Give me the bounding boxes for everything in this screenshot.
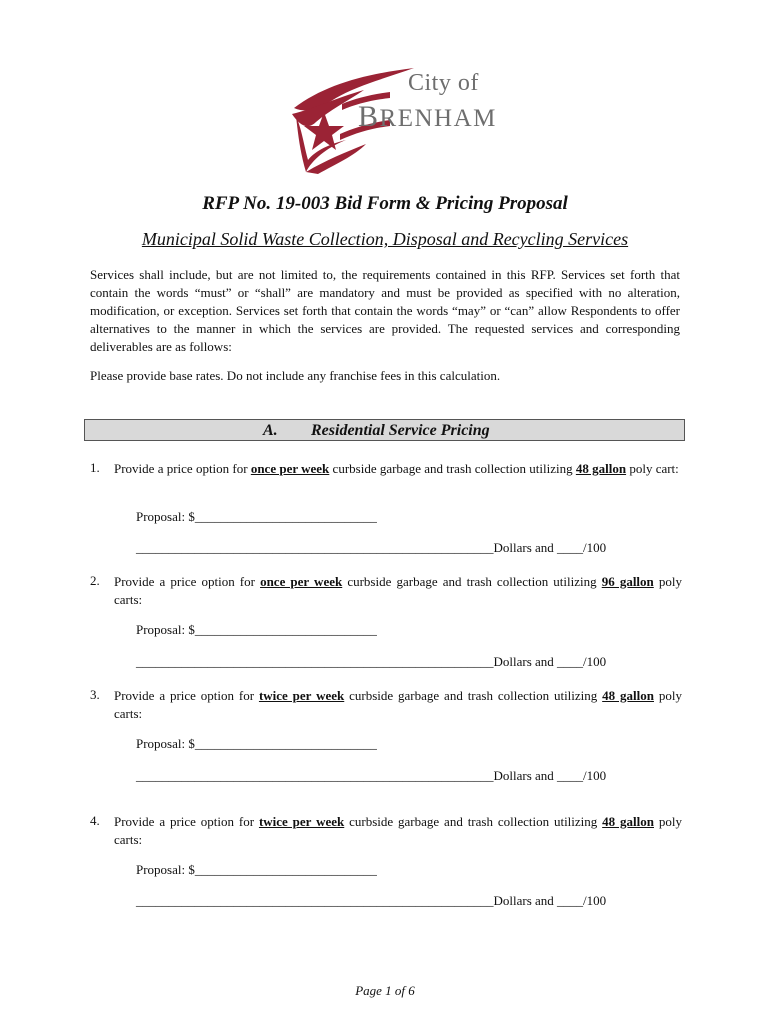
proposal-field-1[interactable]: Proposal: $____________________________ [136, 509, 377, 524]
logo-brenham-rest: RENHAM [379, 105, 497, 132]
base-rates-note: Please provide base rates. Do not include any franchise fees in this calculation. [90, 368, 501, 383]
item-frequency: once per week [250, 461, 330, 476]
item-cart-size: 48 gallon [602, 814, 654, 829]
item-number: 1. [90, 460, 100, 475]
proposal-field-4[interactable]: Proposal: $____________________________ [136, 862, 377, 877]
item-text-post: poly carts: [114, 688, 682, 721]
logo-city-of: City of [408, 70, 479, 96]
logo-brenham-initial: B [358, 100, 380, 133]
item-text-mid: curbside garbage and trash collection utilizing [329, 461, 576, 476]
item-frequency: twice per week [258, 814, 345, 829]
item-text-pre: Provide a price option for [114, 688, 259, 703]
item-text [114, 573, 682, 609]
item-text-pre: Provide a price option for [114, 461, 251, 476]
item-text-mid: curbside garbage and trash collection utilizing [344, 688, 603, 703]
item-number: 2. [90, 573, 100, 588]
item-text-post: poly cart: [626, 461, 679, 476]
pricing-item-3 [90, 687, 682, 723]
pricing-item-4 [90, 813, 682, 849]
dollars-field-3[interactable]: _______________________________________________________Dollars and ____/100 [136, 768, 607, 783]
item-text-post: poly carts: [114, 814, 682, 847]
item-text-mid: curbside garbage and trash collection utilizing [342, 574, 602, 589]
item-text-pre: Provide a price option for [114, 814, 259, 829]
section-name: Residential Service Pricing [311, 422, 490, 439]
item-cart-size: 48 gallon [575, 461, 627, 476]
pricing-item-2 [90, 573, 682, 609]
section-header [84, 419, 685, 441]
item-frequency: once per week [260, 574, 343, 589]
intro-paragraph: Services shall include, but are not limited to, the requirements contained in this RFP. Services set forth that contain the words “must” or “shall” are mandatory and must be provided as specified with no alteration, modification, or exception. Services set forth that contain the words “may” or “can” allow Respondents to offer alternatives to the manner in which the services are provided. The requested services and corresponding deliverables are as follows: [90, 267, 680, 354]
dollars-field-2[interactable]: _______________________________________________________Dollars and ____/100 [136, 654, 607, 669]
item-text-pre: Provide a price option for [114, 574, 261, 589]
section-letter: A. [263, 422, 278, 439]
pricing-item-1 [90, 460, 682, 478]
item-text [114, 813, 682, 849]
item-text [114, 687, 682, 723]
dollars-field-4[interactable]: _______________________________________________________Dollars and ____/100 [136, 893, 607, 908]
item-cart-size: 96 gallon [601, 574, 654, 589]
logo-brenham [358, 100, 497, 134]
item-frequency: twice per week [258, 688, 345, 703]
item-text-post: poly carts: [114, 574, 682, 607]
page-title: RFP No. 19-003 Bid Form & Pricing Proposal [202, 193, 568, 214]
proposal-field-2[interactable]: Proposal: $____________________________ [136, 622, 377, 637]
item-number: 4. [90, 813, 100, 828]
item-text-mid: curbside garbage and trash collection utilizing [344, 814, 603, 829]
item-cart-size: 48 gallon [602, 688, 654, 703]
dollars-field-1[interactable]: _______________________________________________________Dollars and ____/100 [136, 540, 607, 555]
page-subtitle: Municipal Solid Waste Collection, Disposal and Recycling Services [141, 229, 629, 249]
item-number: 3. [90, 687, 100, 702]
item-text [114, 460, 682, 478]
proposal-field-3[interactable]: Proposal: $____________________________ [136, 736, 377, 751]
page-number: Page 1 of 6 [355, 983, 415, 998]
